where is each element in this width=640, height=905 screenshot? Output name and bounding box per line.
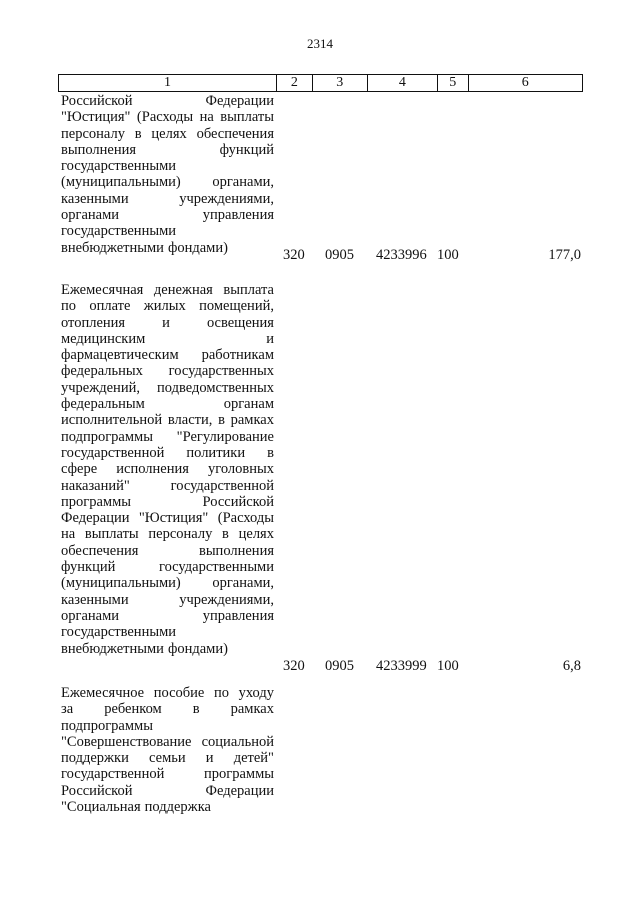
description-word: фармацевтическим [61,347,179,364]
description-word: за [61,701,74,718]
description-line [61,526,274,542]
table-header [58,74,583,92]
description-line [61,331,274,347]
description-line [61,718,274,734]
description-word: Федерации [205,782,274,799]
description-word: в [134,125,142,142]
description-word: отопления [61,314,126,331]
description-line [61,240,274,256]
description-word: оплате [89,298,131,315]
description-word: функций [61,559,116,576]
description-word: Ежемесячная [61,282,144,298]
description-word: "Социальная [61,799,141,816]
description-word: и [266,330,274,347]
description-word: органами [61,607,120,624]
description-word: обеспечения [61,542,139,559]
description-line [61,641,274,657]
description-word: целях [238,526,274,543]
description-word: учреждениями, [179,190,274,207]
description-word: (муниципальными) [61,575,181,592]
description-word: пособие [153,685,205,701]
description-word: внебюджетными [61,239,164,256]
description-line [61,315,274,331]
cell-col-5: 100 [437,247,459,263]
description-word: выполнения [198,542,274,559]
description-word: подпрограммы [61,428,153,445]
description-word: программы [61,493,131,510]
description-line [61,592,274,608]
description-word: органами [61,207,120,224]
description-word: в [192,701,200,718]
description-word: по [61,298,77,315]
cell-col-5: 100 [437,658,459,674]
description-word: государственной [170,477,274,494]
description-word: Ежемесячное [61,685,145,701]
row-description [61,282,274,657]
description-word: федеральным [61,396,145,413]
description-word: в [267,444,274,461]
page-number: 2314 [307,36,333,51]
description-line [61,701,274,717]
description-word: поддержки [61,750,129,767]
description-word: учреждениями, [179,591,274,608]
description-line [61,126,274,142]
description-word: целях [151,125,187,142]
description-word: Российской [61,93,133,109]
description-word: выплаты [84,526,139,543]
description-word: помещений, [199,298,274,315]
description-word: Российской [202,493,274,510]
header-col-1: 1 [59,75,277,91]
description-word: государственными [158,559,274,576]
description-line [61,158,274,174]
description-word: исполнения [116,461,189,478]
description-line [61,174,274,190]
description-line [61,734,274,750]
row-description [61,685,274,815]
description-word: государственной [61,444,165,461]
description-word: "Юстиция" [61,109,131,126]
description-word: Федерации [205,93,274,109]
description-word: ребенком [104,701,162,718]
description-word: казенными [61,190,129,207]
cell-col-3: 0905 [325,658,354,674]
description-line [61,478,274,494]
description-word: Российской [61,782,133,799]
description-line [61,461,274,477]
description-line [61,685,274,701]
description-word: детей" [233,750,274,767]
cell-col-2: 320 [283,247,305,263]
description-word: выполнения [61,141,137,158]
header-col-5: 5 [438,75,469,91]
description-line [61,543,274,559]
description-word: учреждений, [61,379,140,396]
description-word: фондами) [167,640,228,657]
description-word: управления [202,207,274,224]
description-word: социальной [201,733,274,750]
description-line [61,380,274,396]
description-line [61,223,274,239]
description-word: государственной [61,766,165,783]
description-word: государственными [61,158,177,175]
description-word: семьи [149,750,186,767]
description-word: власти, [167,412,213,429]
description-word: на [199,109,214,126]
header-col-6: 6 [521,75,529,90]
header-col-2: 2 [277,75,313,91]
cell-col-4: 4233996 [376,247,427,263]
description-line [61,363,274,379]
description-line [61,429,274,445]
cell-col-2: 320 [283,658,305,674]
description-word: программы [204,766,274,783]
description-line [61,207,274,223]
cell-col-6: 177,0 [548,247,581,263]
description-word: работникам [201,347,274,364]
description-line [61,109,274,125]
description-line [61,412,274,428]
cell-col-3: 0905 [325,247,354,263]
description-word: выплаты [220,109,274,126]
description-word: уходу [238,685,274,701]
description-word: органами, [212,174,274,191]
description-line [61,93,274,109]
description-word: и [162,314,170,331]
description-word: рамках [230,701,274,718]
description-word: уголовных [208,461,274,478]
description-word: органам [223,396,274,413]
description-word: подведомственных [157,379,274,396]
description-word: федеральных [61,363,143,380]
description-word: сфере [61,461,98,478]
description-word: (Расходы [217,510,274,527]
description-line [61,347,274,363]
description-line [61,298,274,314]
header-col-4: 4 [368,75,438,91]
description-word: государственными [61,624,177,641]
description-line [61,282,274,298]
description-line [61,510,274,526]
description-word: политики [186,444,246,461]
description-word: и [205,750,214,767]
cell-col-6: 6,8 [562,658,581,674]
description-word: Федерации [61,510,130,527]
description-word: (муниципальными) [61,174,181,191]
description-word: рамках [230,412,274,429]
header-col-3: 3 [313,75,368,91]
description-line [61,559,274,575]
description-line [61,494,274,510]
description-word: поддержка [144,799,211,816]
description-word: в [218,412,225,429]
description-word: управления [202,607,274,624]
description-word: государственных [168,363,274,380]
description-word: функций [219,141,274,158]
description-word: на [61,526,76,543]
description-word: "Совершенствование [61,733,192,750]
description-word: наказаний" [61,477,130,494]
description-word: исполнительной [61,412,163,429]
description-line [61,142,274,158]
description-word: медицинским [61,330,146,347]
description-line [61,396,274,412]
description-word: органами, [212,575,274,592]
description-word: освещения [206,314,274,331]
description-word: выплата [223,282,274,298]
description-word: "Регулирование [176,428,274,445]
description-line [61,766,274,782]
description-line [61,575,274,591]
description-word: в [222,526,229,543]
description-word: персоналу [61,125,125,142]
cell-col-4: 4233999 [376,658,427,674]
description-line [61,191,274,207]
row-description [61,93,274,256]
description-line [61,624,274,640]
description-word: государственными [61,223,177,240]
description-line [61,783,274,799]
description-line [61,445,274,461]
description-word: подпрограммы [61,717,153,734]
description-line [61,750,274,766]
description-line [61,799,274,815]
description-line [61,608,274,624]
description-word: персоналу [148,526,213,543]
description-word: "Юстиция" [138,510,209,527]
description-word: обеспечения [196,125,274,142]
description-word: внебюджетными [61,640,164,657]
description-word: (Расходы [136,109,194,126]
description-word: денежная [153,282,213,298]
description-word: по [213,685,229,701]
description-word: казенными [61,591,129,608]
description-word: жилых [143,298,186,315]
description-word: фондами) [167,239,228,256]
